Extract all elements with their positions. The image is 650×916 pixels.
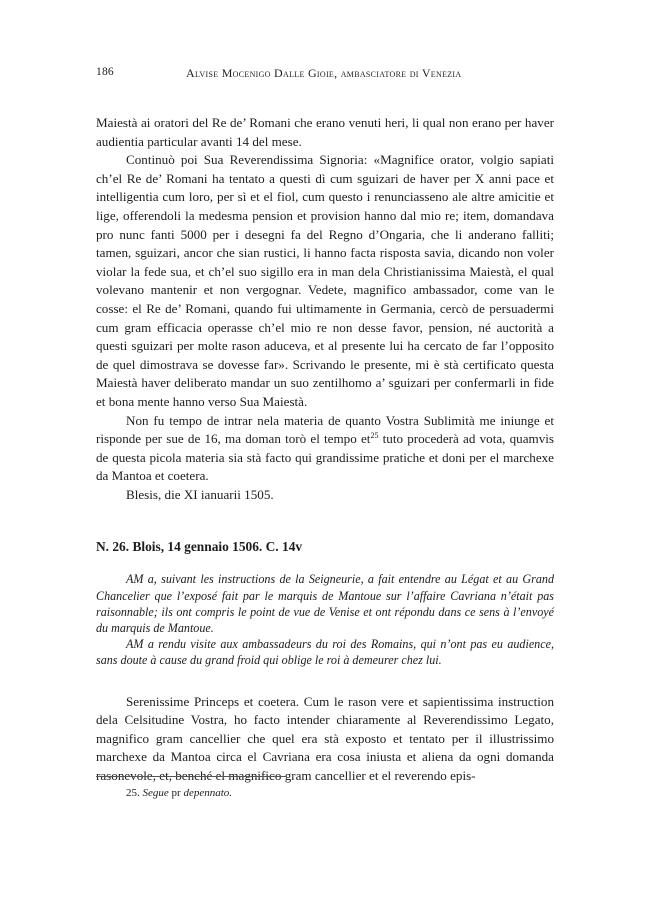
paragraph-with-note [96, 412, 554, 486]
paragraph: Continuò poi Sua Reverendissima Signoria: «Magnifice orator, volgio sapiati ch’el Re de’ Romani ha tentato a questi dì cum sguizari de haver per X anni pace et intelligentia cum loro, per sì et el fiol, cum questo i renunciasseno ale altre amicitie et lige, offerendoli la medesma pension et provision hanno dal mio re; item, domandava pro nunc fanti 5000 per i desegni fa del Regno d’Ongaria, che li anderano falliti; tamen, sguizari, ancor che sian rustici, li hanno facta risposta savia, dicando non voler violar la fede sua, et ch’el suo sigillo era in man dela Christianissima Maiestà, el qual volevano mantenir et non vergognar. Vedete, magnifico ambassador, come van le cosse: el Re de’ Romani, quando fui ultimamente in Germania, cercò de persuadermi cum gram efficacia operasse ch’el mio re non desse favor, pension, né auctorità a questi sguizari per molte rason aduceva, et al presente lui ha cercato de far l’opposito de quel dimostrava se dovesse far». Scrivando le presente, mi è stà certificato questa Maiestà haver deliberato mandar un suo zentilhomo a’ sguizari per confermarli in fide et bona mente hanno verso Sua Maiestà. [96, 152, 554, 409]
letter-body [96, 693, 554, 786]
footnote-reference: 25 [370, 431, 379, 441]
page-number: 186 [96, 66, 114, 78]
summary-paragraph: AM a rendu visite aux ambassadeurs du roi des Romains, qui n’ont pas eu audience, sans doute à cause du grand froid qui oblige le roi à demeurer chez lui. [96, 637, 554, 668]
body-text [96, 114, 554, 504]
summary-paragraph: AM a, suivant les instructions de la Seigneurie, a fait entendre au Légat et au Grand Chancelier que l’exposé fait par le marquis de Mantoue sur l’affaire Cavriana n’était pas raisonnable; ils ont compris le point de vue de Venise et ont répondu dans ce sens à l’envoyé du marquis de Mantoue. [96, 572, 554, 636]
footnote-number: 25. [126, 787, 140, 799]
running-title: Alvise Mocenigo Dalle Gioie, ambasciatore di Venezia [186, 66, 462, 80]
running-head [96, 62, 554, 82]
paragraph-text: Non fu tempo de intrar nela materia de quanto Vostra Sublimità me iniunge et risponde per sue de 16, ma doman torò el tempo et [96, 412, 554, 447]
footnote-text: pr [171, 787, 181, 799]
document-heading: N. 26. Blois, 14 gennaio 1506. C. 14v [96, 539, 303, 555]
letter-paragraph: Serenissime Princeps et coetera. Cum le rason vere et sapientissima instruction dela Celsitudine Vostra, ho facto intender chiaramente al Reverendissimo Legato, magnifico gram cancellier che quel era stà exposto et tentato per il illustrissimo marchexe da Mantoa circa el Cavriana era cosa iniusta et aliena da ogni domanda rasonevole, et, benché el magnifico gram cancellier et el reverendo epis- [96, 693, 554, 784]
footnote-text: Segue [142, 787, 169, 799]
footnote-rule [96, 776, 286, 777]
summary [96, 571, 554, 668]
footnote-text: depennato. [183, 787, 233, 799]
dateline: Blesis, die XI ianuarii 1505. [126, 486, 274, 502]
page [96, 62, 554, 786]
paragraph: Maiestà ai oratori del Re de’ Romani che erano venuti heri, li qual non erano per haver audientia particular avanti 14 del mese. [96, 115, 554, 149]
footnote [126, 786, 232, 800]
paragraph-text: tuto procederà ad vota, quamvis de questa picola materia sia stà facto qui grandissime pratiche et doni per el marchexe da Mantoa et coetera. [96, 431, 555, 484]
